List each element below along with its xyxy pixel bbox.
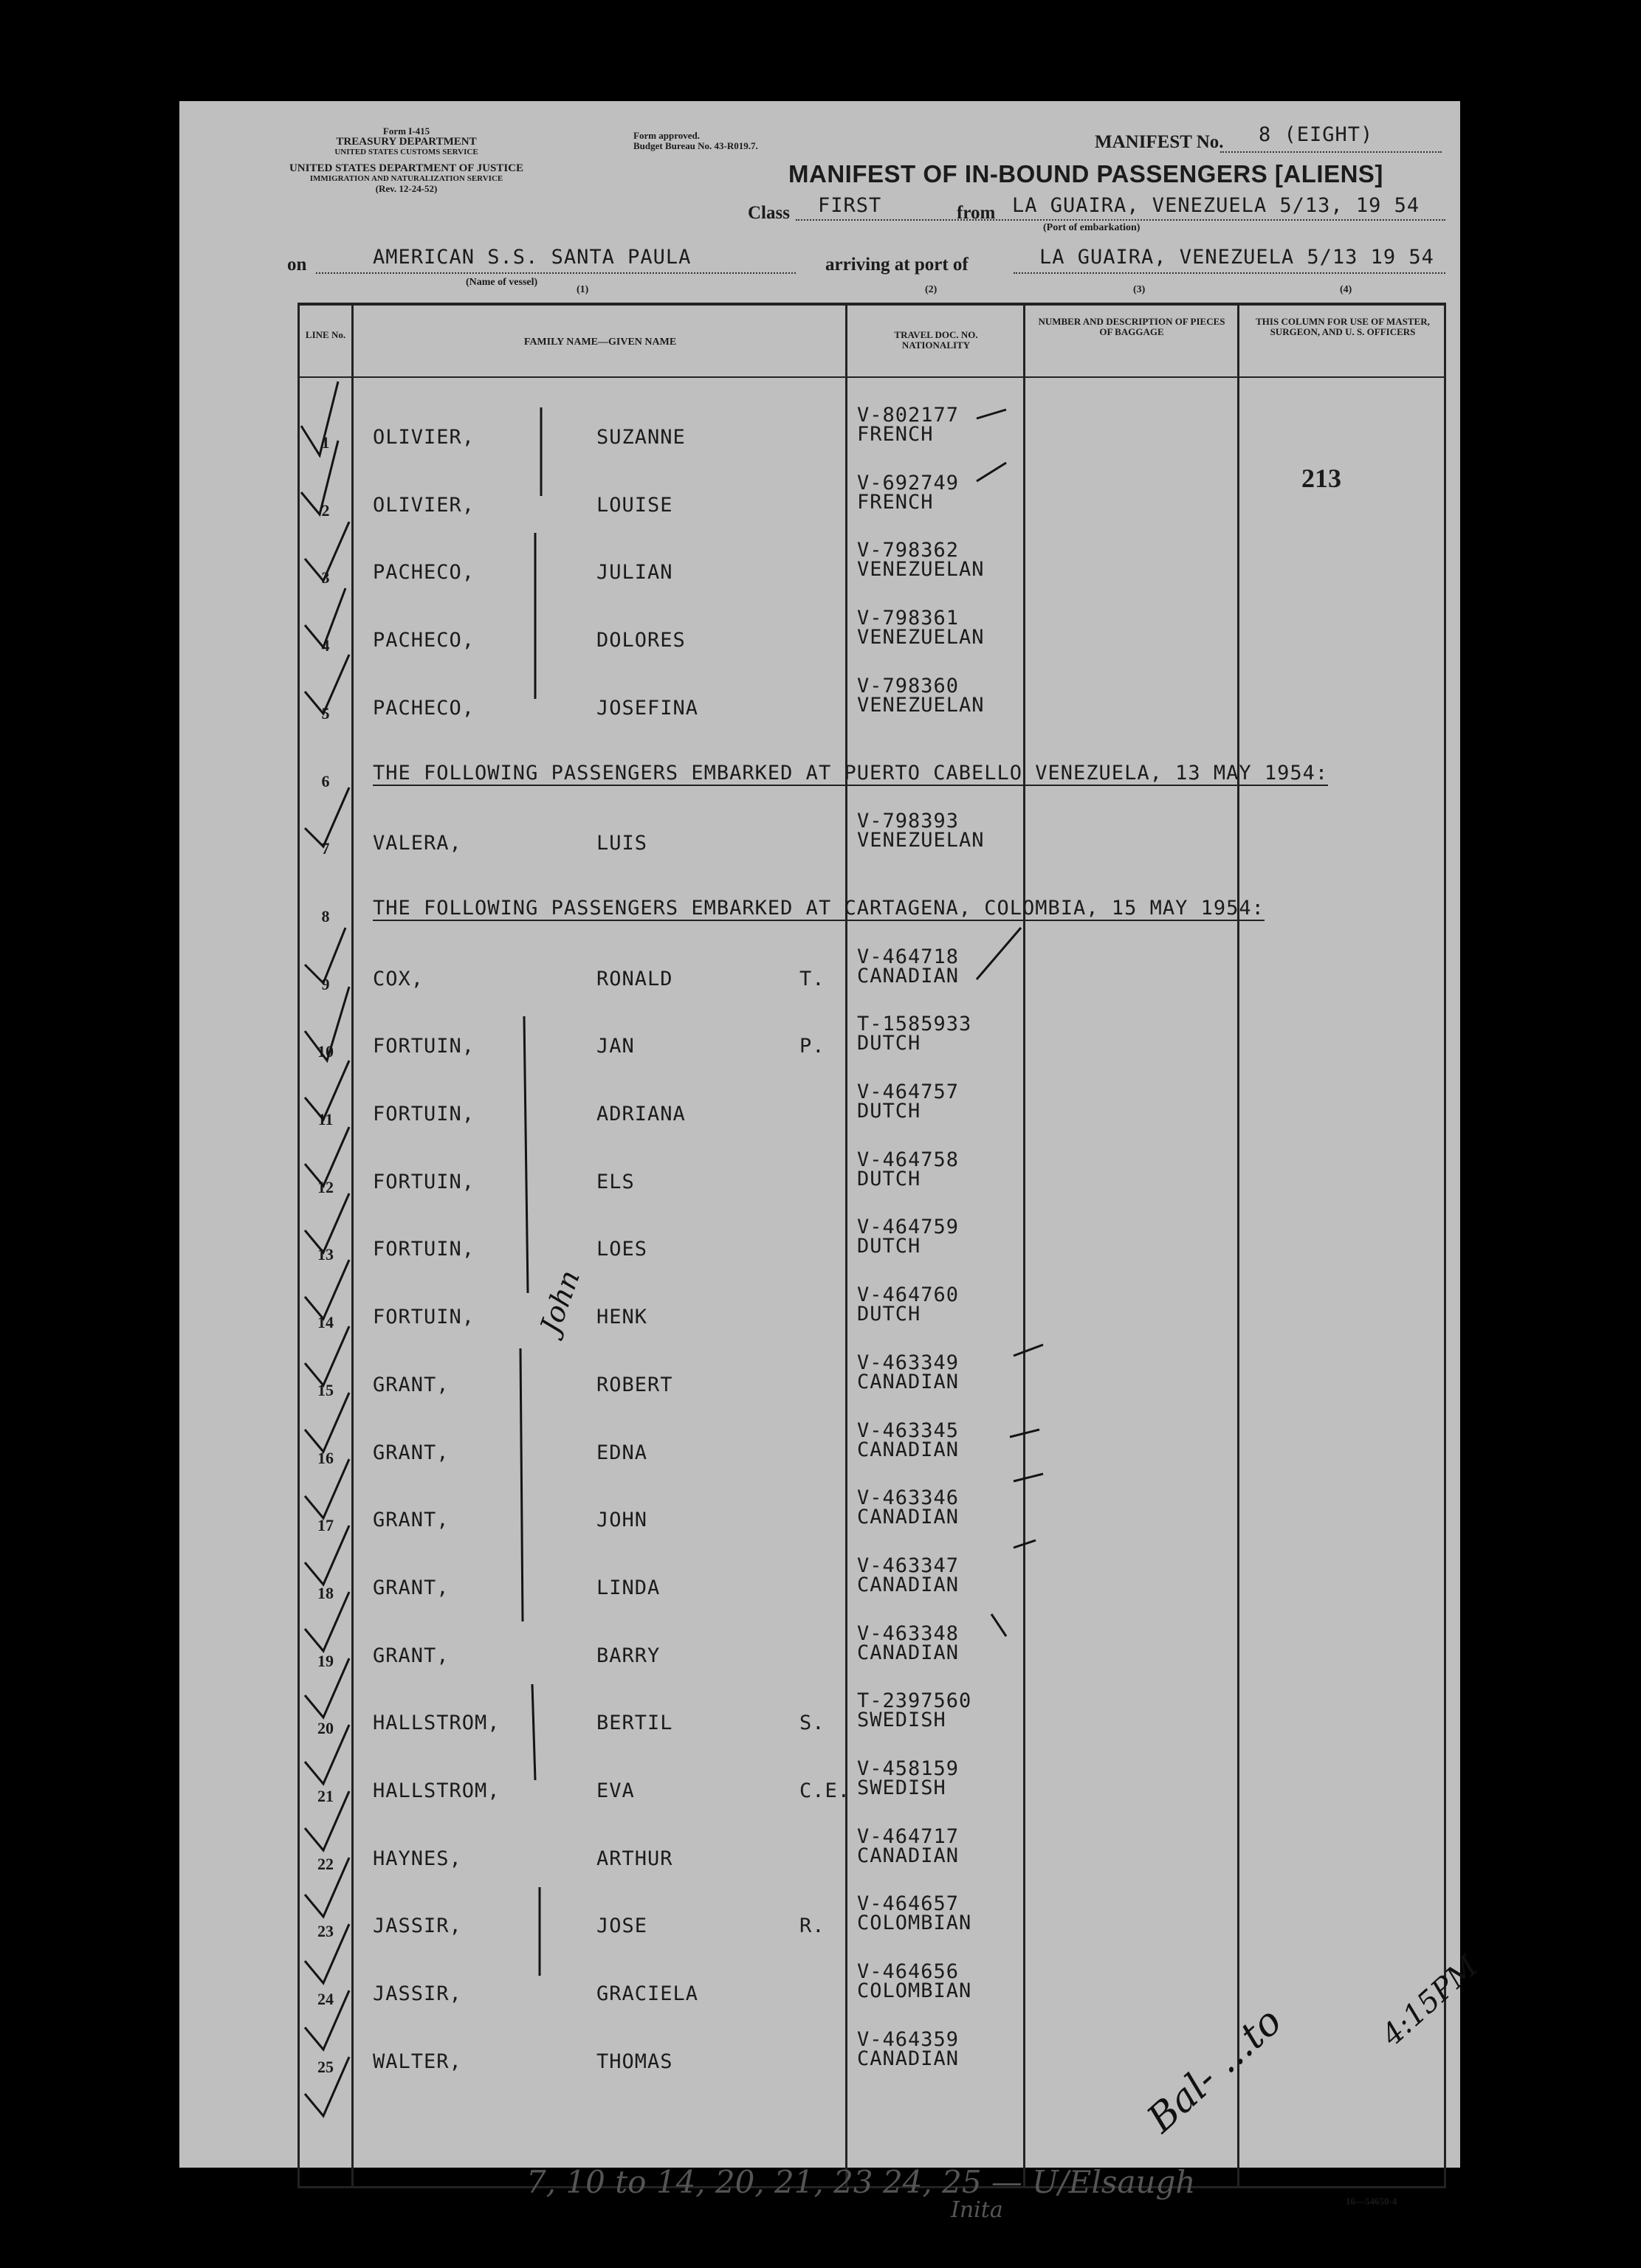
- line-number: 13: [317, 1245, 334, 1264]
- family-name: PACHECO,: [373, 561, 475, 584]
- arriving-label: arriving at port of: [825, 255, 969, 275]
- nationality: VENEZUELAN: [857, 829, 985, 852]
- line-number: 10: [317, 1042, 334, 1061]
- nationality: CANADIAN: [857, 965, 960, 987]
- approved-text: Form approved.: [633, 130, 701, 141]
- line-number: 24: [317, 1990, 334, 2008]
- travel-doc-no: V-464758: [857, 1148, 960, 1171]
- family-name: FORTUIN,: [373, 1171, 475, 1193]
- manifest-number-value: 8 (EIGHT): [1259, 123, 1374, 146]
- family-name: GRANT,: [373, 1441, 450, 1464]
- nationality: DUTCH: [857, 1100, 921, 1123]
- line-number: 18: [317, 1584, 334, 1602]
- line-number: 11: [317, 1110, 334, 1128]
- handwritten-time: 4:15PM: [1375, 1949, 1485, 2053]
- line-number: 9: [321, 975, 330, 993]
- stamp-213: 213: [1301, 463, 1341, 493]
- family-name: HAYNES,: [373, 1847, 462, 1870]
- from-label: from: [957, 203, 996, 223]
- family-name: HALLSTROM,: [373, 1712, 500, 1734]
- manifest-page: [179, 101, 1485, 2223]
- col-number-4: (4): [1340, 284, 1352, 295]
- nationality: VENEZUELAN: [857, 626, 985, 649]
- line-number: 22: [317, 1855, 334, 1873]
- class-label: Class: [748, 203, 790, 223]
- line-number: 8: [321, 907, 330, 926]
- line-number: 21: [317, 1787, 334, 1805]
- nationality: CANADIAN: [857, 1641, 960, 1664]
- line-number: 4: [321, 636, 330, 655]
- given-name: JOHN: [596, 1509, 648, 1531]
- given-name: ADRIANA: [596, 1103, 686, 1126]
- family-name: GRANT,: [373, 1644, 450, 1667]
- travel-doc-no: T-1585933: [857, 1013, 972, 1035]
- nationality: DUTCH: [857, 1168, 921, 1190]
- travel-doc-no: V-464657: [857, 1892, 960, 1915]
- family-name: FORTUIN,: [373, 1238, 475, 1261]
- travel-doc-no: V-458159: [857, 1757, 960, 1780]
- nationality: COLOMBIAN: [857, 1912, 972, 1934]
- travel-doc-no: V-464718: [857, 945, 960, 968]
- family-name: PACHECO,: [373, 629, 475, 652]
- middle-initial: R.: [799, 1914, 825, 1937]
- family-name: VALERA,: [373, 832, 462, 855]
- given-name: LOUISE: [596, 494, 673, 517]
- given-name: BARRY: [596, 1644, 661, 1667]
- travel-doc-no: V-463348: [857, 1622, 960, 1645]
- nationality: SWEDISH: [857, 1776, 946, 1799]
- line-number: 15: [317, 1381, 334, 1399]
- port-embarkation-note: (Port of embarkation): [1043, 222, 1141, 233]
- arriving-value: LA GUAIRA, VENEZUELA 5/13 19 54: [1039, 246, 1434, 269]
- given-name: RONALD: [596, 968, 673, 990]
- line-number: 7: [321, 839, 330, 858]
- travel-doc-no: V-463347: [857, 1554, 960, 1577]
- nationality: COLOMBIAN: [857, 1979, 972, 2002]
- line-number: 12: [317, 1178, 334, 1196]
- given-name: HENK: [596, 1306, 648, 1328]
- given-name: LINDA: [596, 1576, 661, 1599]
- travel-doc-no: V-464656: [857, 1960, 960, 1983]
- nationality: CANADIAN: [857, 1506, 960, 1528]
- customs-service: UNITED STATES CUSTOMS SERVICE: [334, 148, 478, 156]
- travel-doc-no: V-464717: [857, 1825, 960, 1848]
- middle-initial: P.: [799, 1035, 825, 1058]
- form-revision: (Rev. 12-24-52): [375, 183, 438, 194]
- nationality: CANADIAN: [857, 1844, 960, 1867]
- given-name: JAN: [596, 1035, 635, 1058]
- given-name: ARTHUR: [596, 1847, 673, 1870]
- nationality: CANADIAN: [857, 1371, 960, 1393]
- embarkation-note: THE FOLLOWING PASSENGERS EMBARKED AT CARTAGENA, COLOMBIA, 15 MAY 1954:: [373, 897, 1265, 920]
- travel-doc-no: T-2397560: [857, 1689, 972, 1712]
- form-number: Form I-415: [382, 125, 430, 137]
- line-number: 6: [321, 772, 330, 790]
- family-name: FORTUIN,: [373, 1103, 475, 1126]
- ins-service: IMMIGRATION AND NATURALIZATION SERVICE: [309, 174, 503, 183]
- given-name: DOLORES: [596, 629, 686, 652]
- travel-doc-no: V-463346: [857, 1486, 960, 1509]
- travel-doc-no: V-463345: [857, 1419, 960, 1442]
- line-number: 20: [317, 1719, 334, 1737]
- line-number: 14: [317, 1313, 334, 1331]
- nationality: DUTCH: [857, 1032, 921, 1055]
- family-name: OLIVIER,: [373, 494, 475, 517]
- given-name: SUZANNE: [596, 426, 686, 449]
- nationality: VENEZUELAN: [857, 694, 985, 717]
- justice-dept: UNITED STATES DEPARTMENT OF JUSTICE: [289, 162, 524, 174]
- nationality: SWEDISH: [857, 1709, 946, 1731]
- nationality: FRENCH: [857, 491, 934, 514]
- nationality: CANADIAN: [857, 1574, 960, 1596]
- given-name: LOES: [596, 1238, 648, 1261]
- travel-doc-no: V-464760: [857, 1283, 960, 1306]
- bottom-handwritten-note: 7, 10 to 14, 20, 21, 23 24, 25 — U/Elsaugh: [526, 2164, 1196, 2200]
- header-line-no: LINE No.: [305, 329, 346, 340]
- given-name: ROBERT: [596, 1373, 673, 1396]
- col-number-3: (3): [1133, 284, 1146, 295]
- family-name: GRANT,: [373, 1576, 450, 1599]
- treasury-dept: TREASURY DEPARTMENT: [336, 136, 477, 148]
- nationality: FRENCH: [857, 423, 934, 446]
- header-officers: THIS COLUMN FOR USE OF MASTER, SURGEON, AND U. S. OFFICERS: [1256, 316, 1430, 337]
- line-number: 23: [317, 1922, 334, 1940]
- vessel-note: (Name of vessel): [466, 277, 538, 288]
- header-baggage: NUMBER AND DESCRIPTION OF PIECES OF BAGGAGE: [1038, 316, 1225, 337]
- embarkation-note: THE FOLLOWING PASSENGERS EMBARKED AT PUERTO CABELLO VENEZUELA, 13 MAY 1954:: [373, 762, 1329, 785]
- given-name: JOSEFINA: [596, 697, 699, 720]
- header-family-given: FAMILY NAME—GIVEN NAME: [523, 337, 677, 348]
- travel-doc-no: V-798362: [857, 539, 960, 562]
- given-name: JOSE: [596, 1914, 648, 1937]
- signature: Bal- ...to: [1139, 1999, 1290, 2142]
- nationality: DUTCH: [857, 1235, 921, 1258]
- family-name: GRANT,: [373, 1373, 450, 1396]
- vessel-name: AMERICAN S.S. SANTA PAULA: [373, 246, 692, 269]
- nationality: CANADIAN: [857, 1438, 960, 1461]
- line-number: 3: [321, 568, 330, 587]
- family-name: FORTUIN,: [373, 1306, 475, 1328]
- line-number: 19: [317, 1652, 334, 1670]
- manifest-title: MANIFEST OF IN-BOUND PASSENGERS [ALIENS]: [788, 160, 1383, 187]
- family-name: HALLSTROM,: [373, 1779, 500, 1802]
- family-name: PACHECO,: [373, 697, 475, 720]
- travel-doc-no: V-802177: [857, 404, 960, 427]
- given-name: JULIAN: [596, 561, 673, 584]
- family-name: FORTUIN,: [373, 1035, 475, 1058]
- family-name: GRANT,: [373, 1509, 450, 1531]
- travel-doc-no: V-798361: [857, 607, 960, 630]
- middle-initial: T.: [799, 968, 825, 990]
- nationality: CANADIAN: [857, 2047, 960, 2070]
- given-name: BERTIL: [596, 1712, 673, 1734]
- family-name: COX,: [373, 968, 424, 990]
- line-number: 2: [321, 501, 330, 520]
- family-name: JASSIR,: [373, 1914, 462, 1937]
- on-label: on: [287, 255, 307, 275]
- handwritten-marks: [179, 101, 1460, 2168]
- header-travel-doc: TRAVEL DOC. NO. NATIONALITY: [894, 329, 978, 351]
- family-name: OLIVIER,: [373, 426, 475, 449]
- line-number: 1: [321, 433, 330, 452]
- given-name: EVA: [596, 1779, 635, 1802]
- given-name: LUIS: [596, 832, 648, 855]
- travel-doc-no: V-692749: [857, 472, 960, 494]
- family-name: WALTER,: [373, 2050, 462, 2073]
- form-footer-code: 16—54650-4: [1346, 2196, 1397, 2207]
- given-name: THOMAS: [596, 2050, 673, 2073]
- travel-doc-no: V-798393: [857, 810, 960, 833]
- manifest-number-label: MANIFEST No.: [1095, 132, 1224, 152]
- line-number: 17: [317, 1516, 334, 1534]
- given-name: ELS: [596, 1171, 635, 1193]
- given-name: GRACIELA: [596, 1982, 699, 2005]
- from-value: LA GUAIRA, VENEZUELA 5/13, 19 54: [1012, 194, 1420, 217]
- travel-doc-no: V-798360: [857, 675, 960, 697]
- nationality: VENEZUELAN: [857, 558, 985, 581]
- family-name: JASSIR,: [373, 1982, 462, 2005]
- travel-doc-no: V-463349: [857, 1351, 960, 1374]
- nationality: DUTCH: [857, 1303, 921, 1326]
- class-value: FIRST: [818, 194, 882, 217]
- travel-doc-no: V-464757: [857, 1080, 960, 1103]
- col-number-2: (2): [925, 284, 938, 295]
- col-number-1: (1): [577, 284, 589, 295]
- bottom-handwritten-note-2: Inita: [951, 2197, 1003, 2223]
- travel-doc-no: V-464759: [857, 1216, 960, 1238]
- given-name: EDNA: [596, 1441, 648, 1464]
- middle-initial: C.E.: [799, 1779, 851, 1802]
- middle-initial: S.: [799, 1712, 825, 1734]
- budget-text: Budget Bureau No. 43-R019.7.: [633, 140, 758, 151]
- line-number: 25: [317, 2058, 334, 2076]
- handwritten-john: John: [534, 1266, 587, 1338]
- travel-doc-no: V-464359: [857, 2028, 960, 2051]
- line-number: 16: [317, 1449, 334, 1467]
- line-number: 5: [321, 704, 330, 723]
